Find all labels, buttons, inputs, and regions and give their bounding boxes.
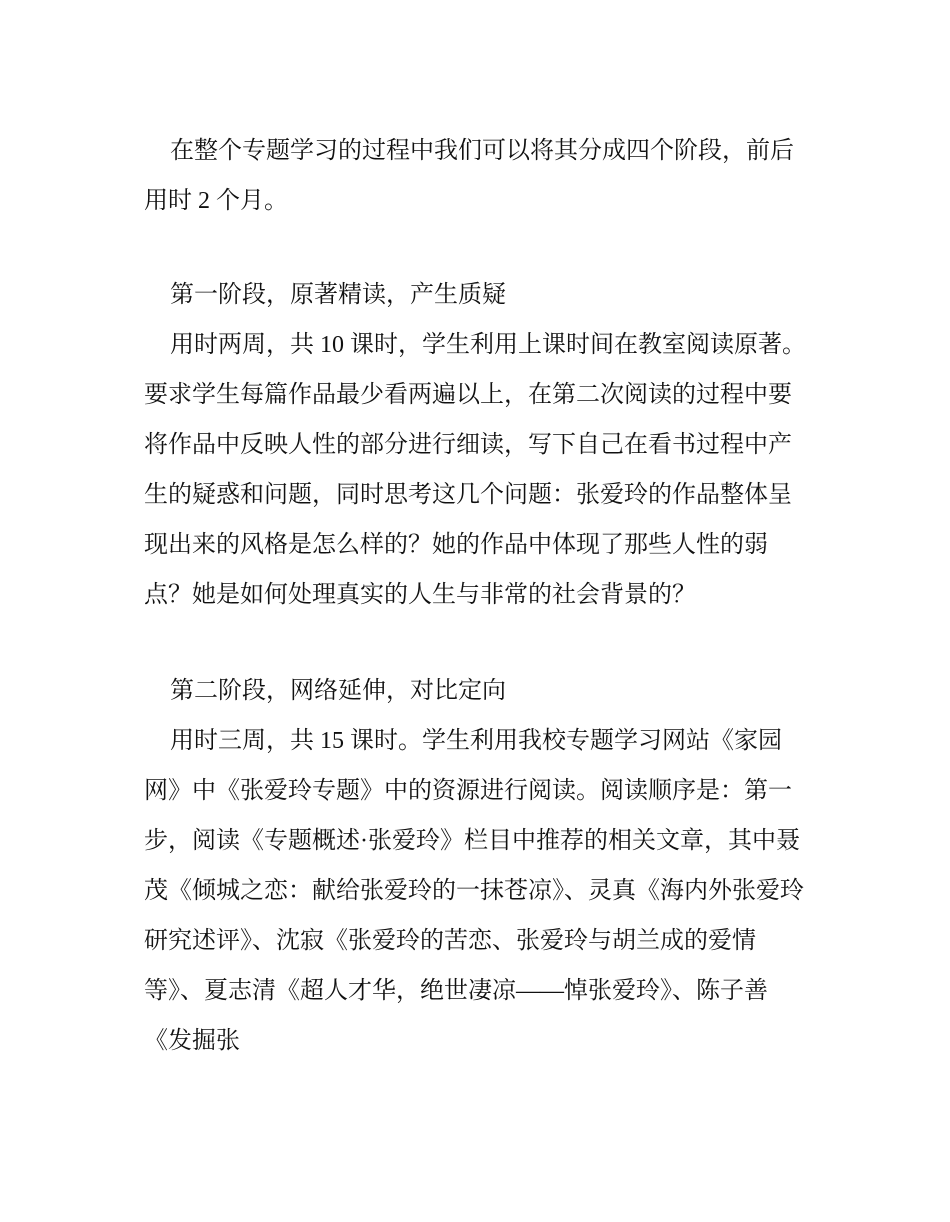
intro-paragraph: 在整个专题学习的过程中我们可以将其分成四个阶段，前后用时 2 个月。 <box>144 138 794 214</box>
paragraph-spacer <box>144 620 814 666</box>
stage1-paragraph: 用时两周，共 10 课时，学生利用上课时间在教室阅读原著。要求学生每篇作品最少看两遍以上，在第二次阅读的过程中要将作品中反映人性的部分进行细读，写下自己在看书过程中产生的疑惑和问题，同时思考这几个问题：张爱玲的作品整体呈现出来的风格是怎么样的？她的作品中体现了那些人性的弱点？她是如何处理真实的人生与非常的社会背景的？ <box>144 332 806 608</box>
document-body <box>144 126 814 1066</box>
stage2-paragraph: 用时三周，共 15 课时。学生利用我校专题学习网站《家园网》中《张爱玲专题》中的资源进行阅读。阅读顺序是：第一步，阅读《专题概述·张爱玲》栏目中推荐的相关文章，其中聂茂《倾城之恋：献给张爱玲的一抹苍凉》、灵真《海内外张爱玲研究述评》、沈寂《张爱玲的苦恋、张爱玲与胡兰成的爱情等》、夏志清《超人才华，绝世凄凉——悼张爱玲》、陈子善《发掘张 <box>144 728 804 1054</box>
stage2-heading: 第二阶段，网络延伸，对比定向 <box>170 678 506 704</box>
stage1-heading: 第一阶段，原著精读，产生质疑 <box>170 282 506 308</box>
paragraph-spacer <box>144 226 814 270</box>
